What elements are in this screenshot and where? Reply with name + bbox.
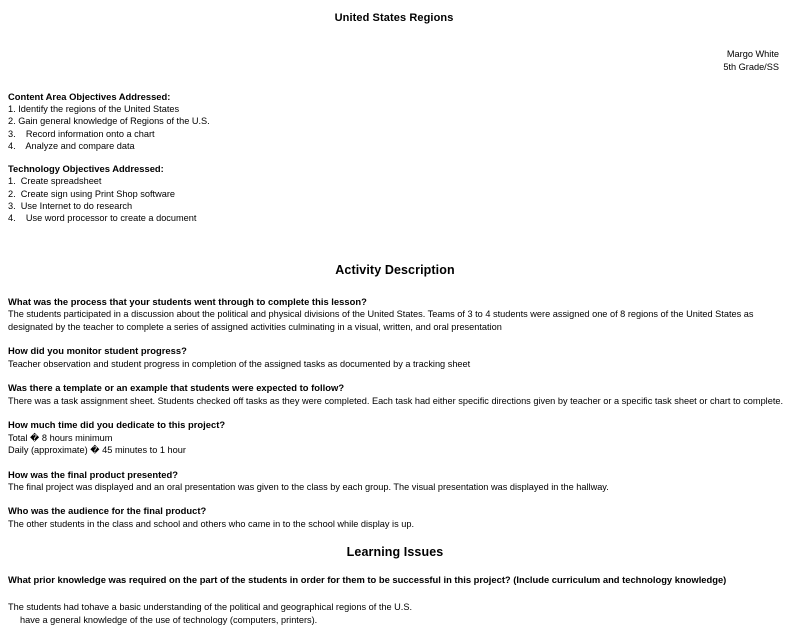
- qa-answer: Teacher observation and student progress in completion of the assigned tasks as documented by a tracking sheet: [8, 358, 471, 369]
- learning-issues-question: What prior knowledge was required on the part of the students in order for them to be successful in this project? (Include curriculum and technology knowledge): [8, 573, 727, 585]
- qa-monitor-progress: [8, 345, 790, 370]
- byline-author: Margo White: [726, 48, 779, 59]
- qa-time-dedicated: [8, 419, 790, 456]
- qa-question: How was the final product presented?: [8, 468, 179, 480]
- technology-objectives-heading: Technology Objectives Addressed:: [8, 162, 164, 174]
- list-item: 2. Create sign using Print Shop software: [8, 188, 175, 199]
- qa-answer: The final project was displayed and an oral presentation was given to the class by each group. The visual presentation was displayed in the hallway.: [8, 481, 609, 492]
- list-item: 3. Use Internet to do research: [8, 200, 133, 211]
- qa-template-example: [8, 382, 790, 407]
- learning-answer-line-2: have a general knowledge of the use of technology (computers, printers).: [20, 614, 318, 625]
- qa-question: Was there a template or an example that students were expected to follow?: [8, 382, 345, 394]
- qa-question: How did you monitor student progress?: [8, 345, 187, 357]
- content-objectives-heading: Content Area Objectives Addressed:: [8, 90, 171, 102]
- list-item: 4. Analyze and compare data: [8, 140, 135, 151]
- time-total-line: Total � 8 hours minimum: [8, 432, 113, 443]
- qa-answer: There was a task assignment sheet. Students checked off tasks as they were completed. Each task had either specific directions given by teacher or a specific task sheet or chart to complete.: [8, 395, 784, 406]
- qa-answer: [8, 432, 790, 457]
- learning-issues-answer: [8, 601, 790, 626]
- content-objectives-list: [8, 103, 790, 152]
- activity-description-heading: Activity Description: [335, 263, 455, 278]
- byline-grade-subject: 5th Grade/SS: [723, 61, 779, 72]
- byline: [8, 48, 790, 74]
- qa-final-product: [8, 469, 790, 494]
- page-title: United States Regions: [334, 12, 454, 24]
- list-item: 1. Identify the regions of the United States: [8, 104, 180, 115]
- qa-audience: [8, 505, 790, 530]
- qa-question: How much time did you dedicate to this project?: [8, 419, 226, 431]
- qa-answer: The students participated in a discussion about the political and physical divisions of the United States. Teams of 3 to 4 students were assigned one of 8 regions of the United States as designated by the teacher to complete a series of assigned activities culminating in a visual, written, and oral presentation: [8, 309, 754, 332]
- learning-answer-line-1: The students had tohave a basic understanding of the political and geographical regions of the U.S.: [8, 602, 413, 613]
- learning-issues-heading: Learning Issues: [346, 545, 444, 560]
- list-item: 3. Record information onto a chart: [8, 128, 155, 139]
- list-item: 4. Use word processor to create a document: [8, 213, 197, 224]
- content-objectives-section: [8, 91, 790, 152]
- technology-objectives-list: [8, 175, 790, 224]
- qa-answer: The other students in the class and school and others who came in to the school while display is up.: [8, 518, 415, 529]
- time-daily-line: Daily (approximate) � 45 minutes to 1 hour: [8, 445, 186, 456]
- list-item: 1. Create spreadsheet: [8, 176, 102, 187]
- qa-process: [8, 296, 790, 333]
- technology-objectives-section: [8, 163, 790, 224]
- qa-question: Who was the audience for the final product?: [8, 505, 207, 517]
- list-item: 2. Gain general knowledge of Regions of the U.S.: [8, 116, 210, 127]
- qa-question: What was the process that your students went through to complete this lesson?: [8, 295, 367, 307]
